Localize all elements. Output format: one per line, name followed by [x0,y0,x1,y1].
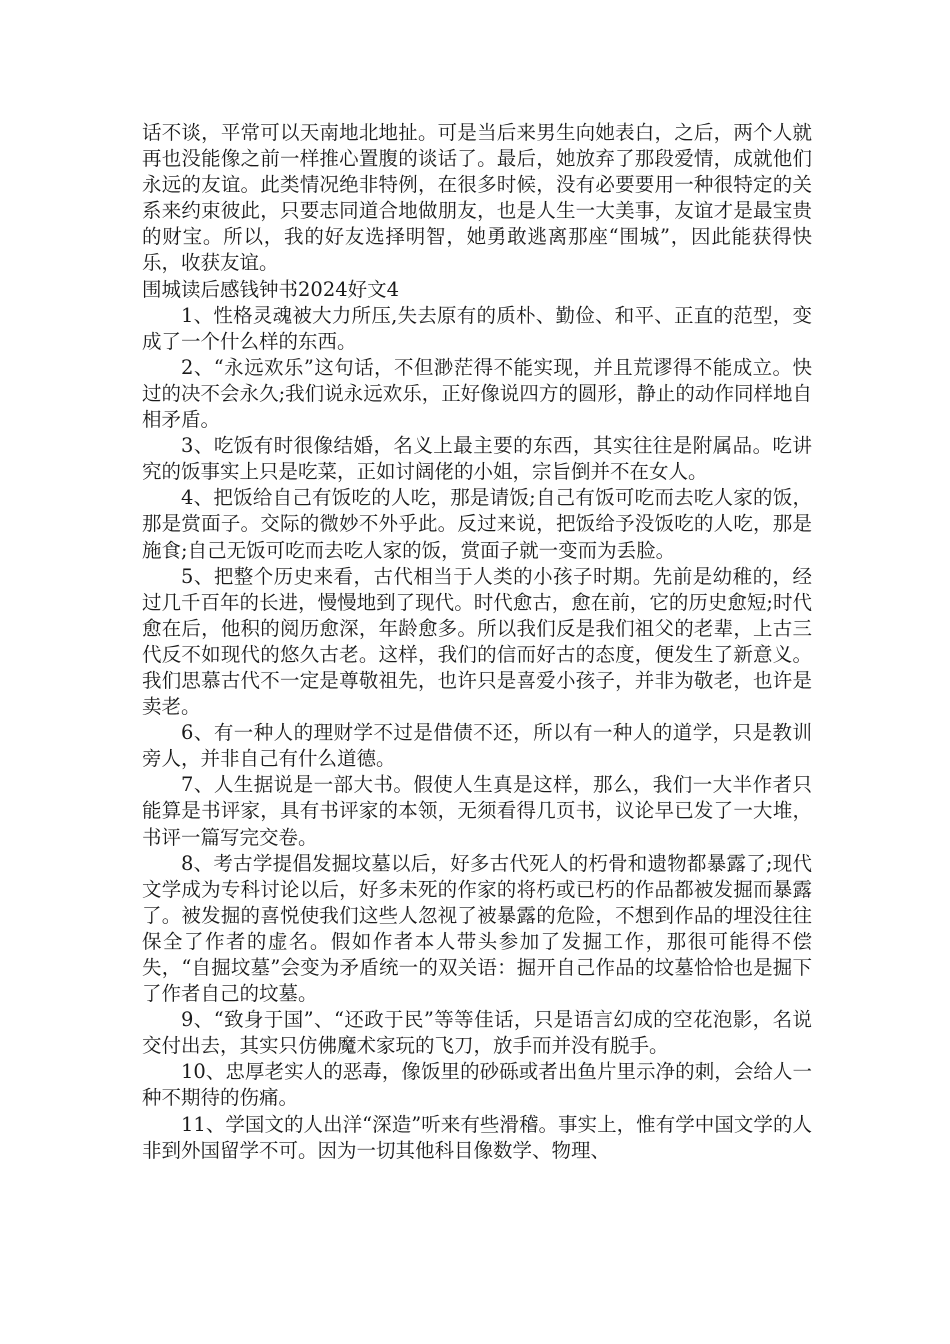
document-body [142,120,812,1164]
list-item: 4、把饭给自己有饭吃的人吃，那是请饭;自己有饭可吃而去吃人家的饭，那是赏面子。交际的微妙不外乎此。反过来说，把饭给予没饭吃的人吃，那是施食;自己无饭可吃而去吃人家的饭，赏面子就一变而为丢脸。 [142,486,812,562]
list-item: 3、吃饭有时很像结婚，名义上最主要的东西，其实往往是附属品。吃讲究的饭事实上只是吃菜，正如讨阔佬的小姐，宗旨倒并不在女人。 [142,434,812,484]
list-item: 9、“致身于国”、“还政于民”等等佳话，只是语言幻成的空花泡影，名说交付出去，其实只仿佛魔术家玩的飞刀，放手而并没有脱手。 [142,1008,812,1058]
section-title: 围城读后感钱钟书2024好文4 [142,277,400,301]
list-item: 11、学国文的人出洋“深造”听来有些滑稽。事实上，惟有学中国文学的人非到外国留学不可。因为一切其他科目像数学、物理、 [142,1112,812,1162]
list-item: 5、把整个历史来看，古代相当于人类的小孩子时期。先前是幼稚的，经过几千百年的长进，慢慢地到了现代。时代愈古，愈在前，它的历史愈短;时代愈在后，他积的阅历愈深，年龄愈多。所以我们反是我们祖父的老辈，上古三代反不如现代的悠久古老。这样，我们的信而好古的态度，便发生了新意义。我们思慕古代不一定是尊敬祖先，也许只是喜爱小孩子，并非为敬老，也许是卖老。 [142,564,812,719]
list-item: 6、有一种人的理财学不过是借债不还，所以有一种人的道学，只是教训旁人，并非自己有什么道德。 [142,721,812,771]
list-item: 10、忠厚老实人的恶毒，像饭里的砂砾或者出鱼片里示净的刺，会给人一种不期待的伤痛。 [142,1060,812,1110]
intro-paragraph: 话不谈，平常可以天南地北地扯。可是当后来男生向她表白，之后，两个人就再也没能像之前一样推心置腹的谈话了。最后，她放弃了那段爱情，成就他们永远的友谊。此类情况绝非特例，在很多时候，没有必要要用一种很特定的关系来约束彼此，只要志同道合地做朋友，也是人生一大美事，友谊才是最宝贵的财宝。所以，我的好友选择明智，她勇敢逃离那座“围城”，因此能获得快乐，收获友谊。 [142,121,812,275]
list-item: 2、“永远欢乐”这句话，不但渺茫得不能实现，并且荒谬得不能成立。快过的决不会永久;我们说永远欢乐，正好像说四方的圆形，静止的动作同样地自相矛盾。 [142,355,812,432]
list-item: 8、考古学提倡发掘坟墓以后，好多古代死人的朽骨和遗物都暴露了;现代文学成为专科讨论以后，好多未死的作家的将朽或已朽的作品都被发掘而暴露了。被发掘的喜悦使我们这些人忽视了被暴露的危险，不想到作品的埋没往往保全了作者的虚名。假如作者本人带头参加了发掘工作，那很可能得不偿失，“自掘坟墓”会变为矛盾统一的双关语：掘开自己作品的坟墓恰恰也是掘下了作者自己的坟墓。 [142,851,812,1006]
list-item: 7、人生据说是一部大书。假使人生真是这样，那么，我们一大半作者只能算是书评家，具有书评家的本领，无须看得几页书，议论早已发了一大堆，书评一篇写完交卷。 [142,773,812,849]
list-item: 1、性格灵魂被大力所压,失去原有的质朴、勤俭、和平、正直的范型，变成了一个什么样的东西。 [142,303,812,353]
